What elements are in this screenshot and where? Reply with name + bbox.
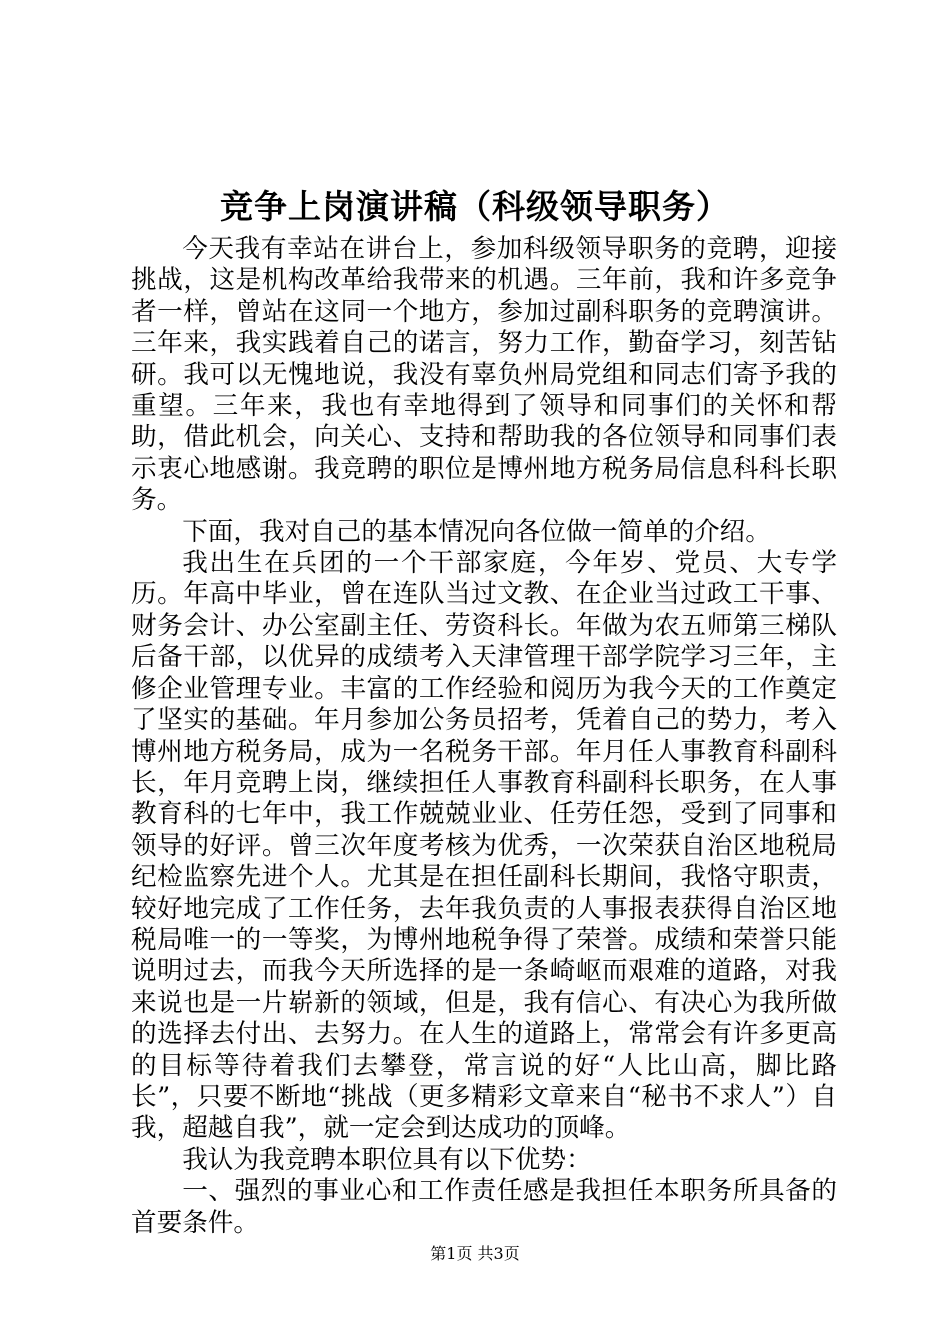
paragraph-transition: 下面，我对自己的基本情况向各位做一简单的介绍。 [182,516,771,547]
paragraph-background: 我出生在兵团的一个干部家庭，今年岁、党员、大专学历。年高中毕业，曾在连队当过文教、在企业当过政工干事、财务会计、办公室副主任、劳资科长。年做为农五师第三梯队后备干部，以优异的成绩考入天津管理干部学院学习三年，主修企业管理专业。丰富的工作经验和阅历为我今天的工作奠定了坚实的基础。年月参加公务员招考，凭着自己的势力，考入博州地方税务局，成为一名税务干部。年月任人事教育科副科长，年月竞聘上岗，继续担任人事教育科副科长职务，在人事教育科的七年中，我工作兢兢业业、任劳任怨，受到了同事和领导的好评。曾三次年度考核为优秀，一次荣获自治区地税局纪检监察先进个人。尤其是在担任副科长期间，我恪守职责，较好地完成了工作任务，去年我负责的人事报表获得自治区地税局唯一的一等奖，为博州地税争得了荣誉。成绩和荣誉只能说明过去，而我今天所选择的是一条崎岖而艰难的道路，对我来说也是一片崭新的领域，但是，我有信心、有决心为我所做的选择去付出、去努力。在人生的道路上，常常会有许多更高的目标等待着我们去攀登，常言说的好“人比山高，脚比路长”，只要不断地“挑战（更多精彩文章来自“秘书不求人”）自我，超越自我”，就一定会到达成功的顶峰。 [131,548,837,1144]
document-title: 竞争上岗演讲稿（科级领导职务） [220,187,730,226]
paragraph-intro: 今天我有幸站在讲台上，参加科级领导职务的竞聘，迎接挑战，这是机构改革给我带来的机遇。三年前，我和许多竞争者一样，曾站在这同一个地方，参加过副科职务的竞聘演讲。三年来，我实践着自己的诺言，努力工作，勤奋学习，刻苦钻研。我可以无愧地说，我没有辜负州局党组和同志们寄予我的重望。三年来，我也有幸地得到了领导和同事们的关怀和帮助，借此机会，向关心、支持和帮助我的各位领导和同事们表示衷心地感谢。我竞聘的职位是博州地方税务局信息科科长职务。 [131,234,837,516]
paragraph-advantages-lead: 我认为我竞聘本职位具有以下优势： [182,1144,592,1175]
paragraph-advantage-one: 一、强烈的事业心和工作责任感是我担任本职务所具备的首要条件。 [131,1176,837,1238]
document-body [131,234,837,1239]
page-number-footer: 第1页 共3页 [430,1244,520,1263]
